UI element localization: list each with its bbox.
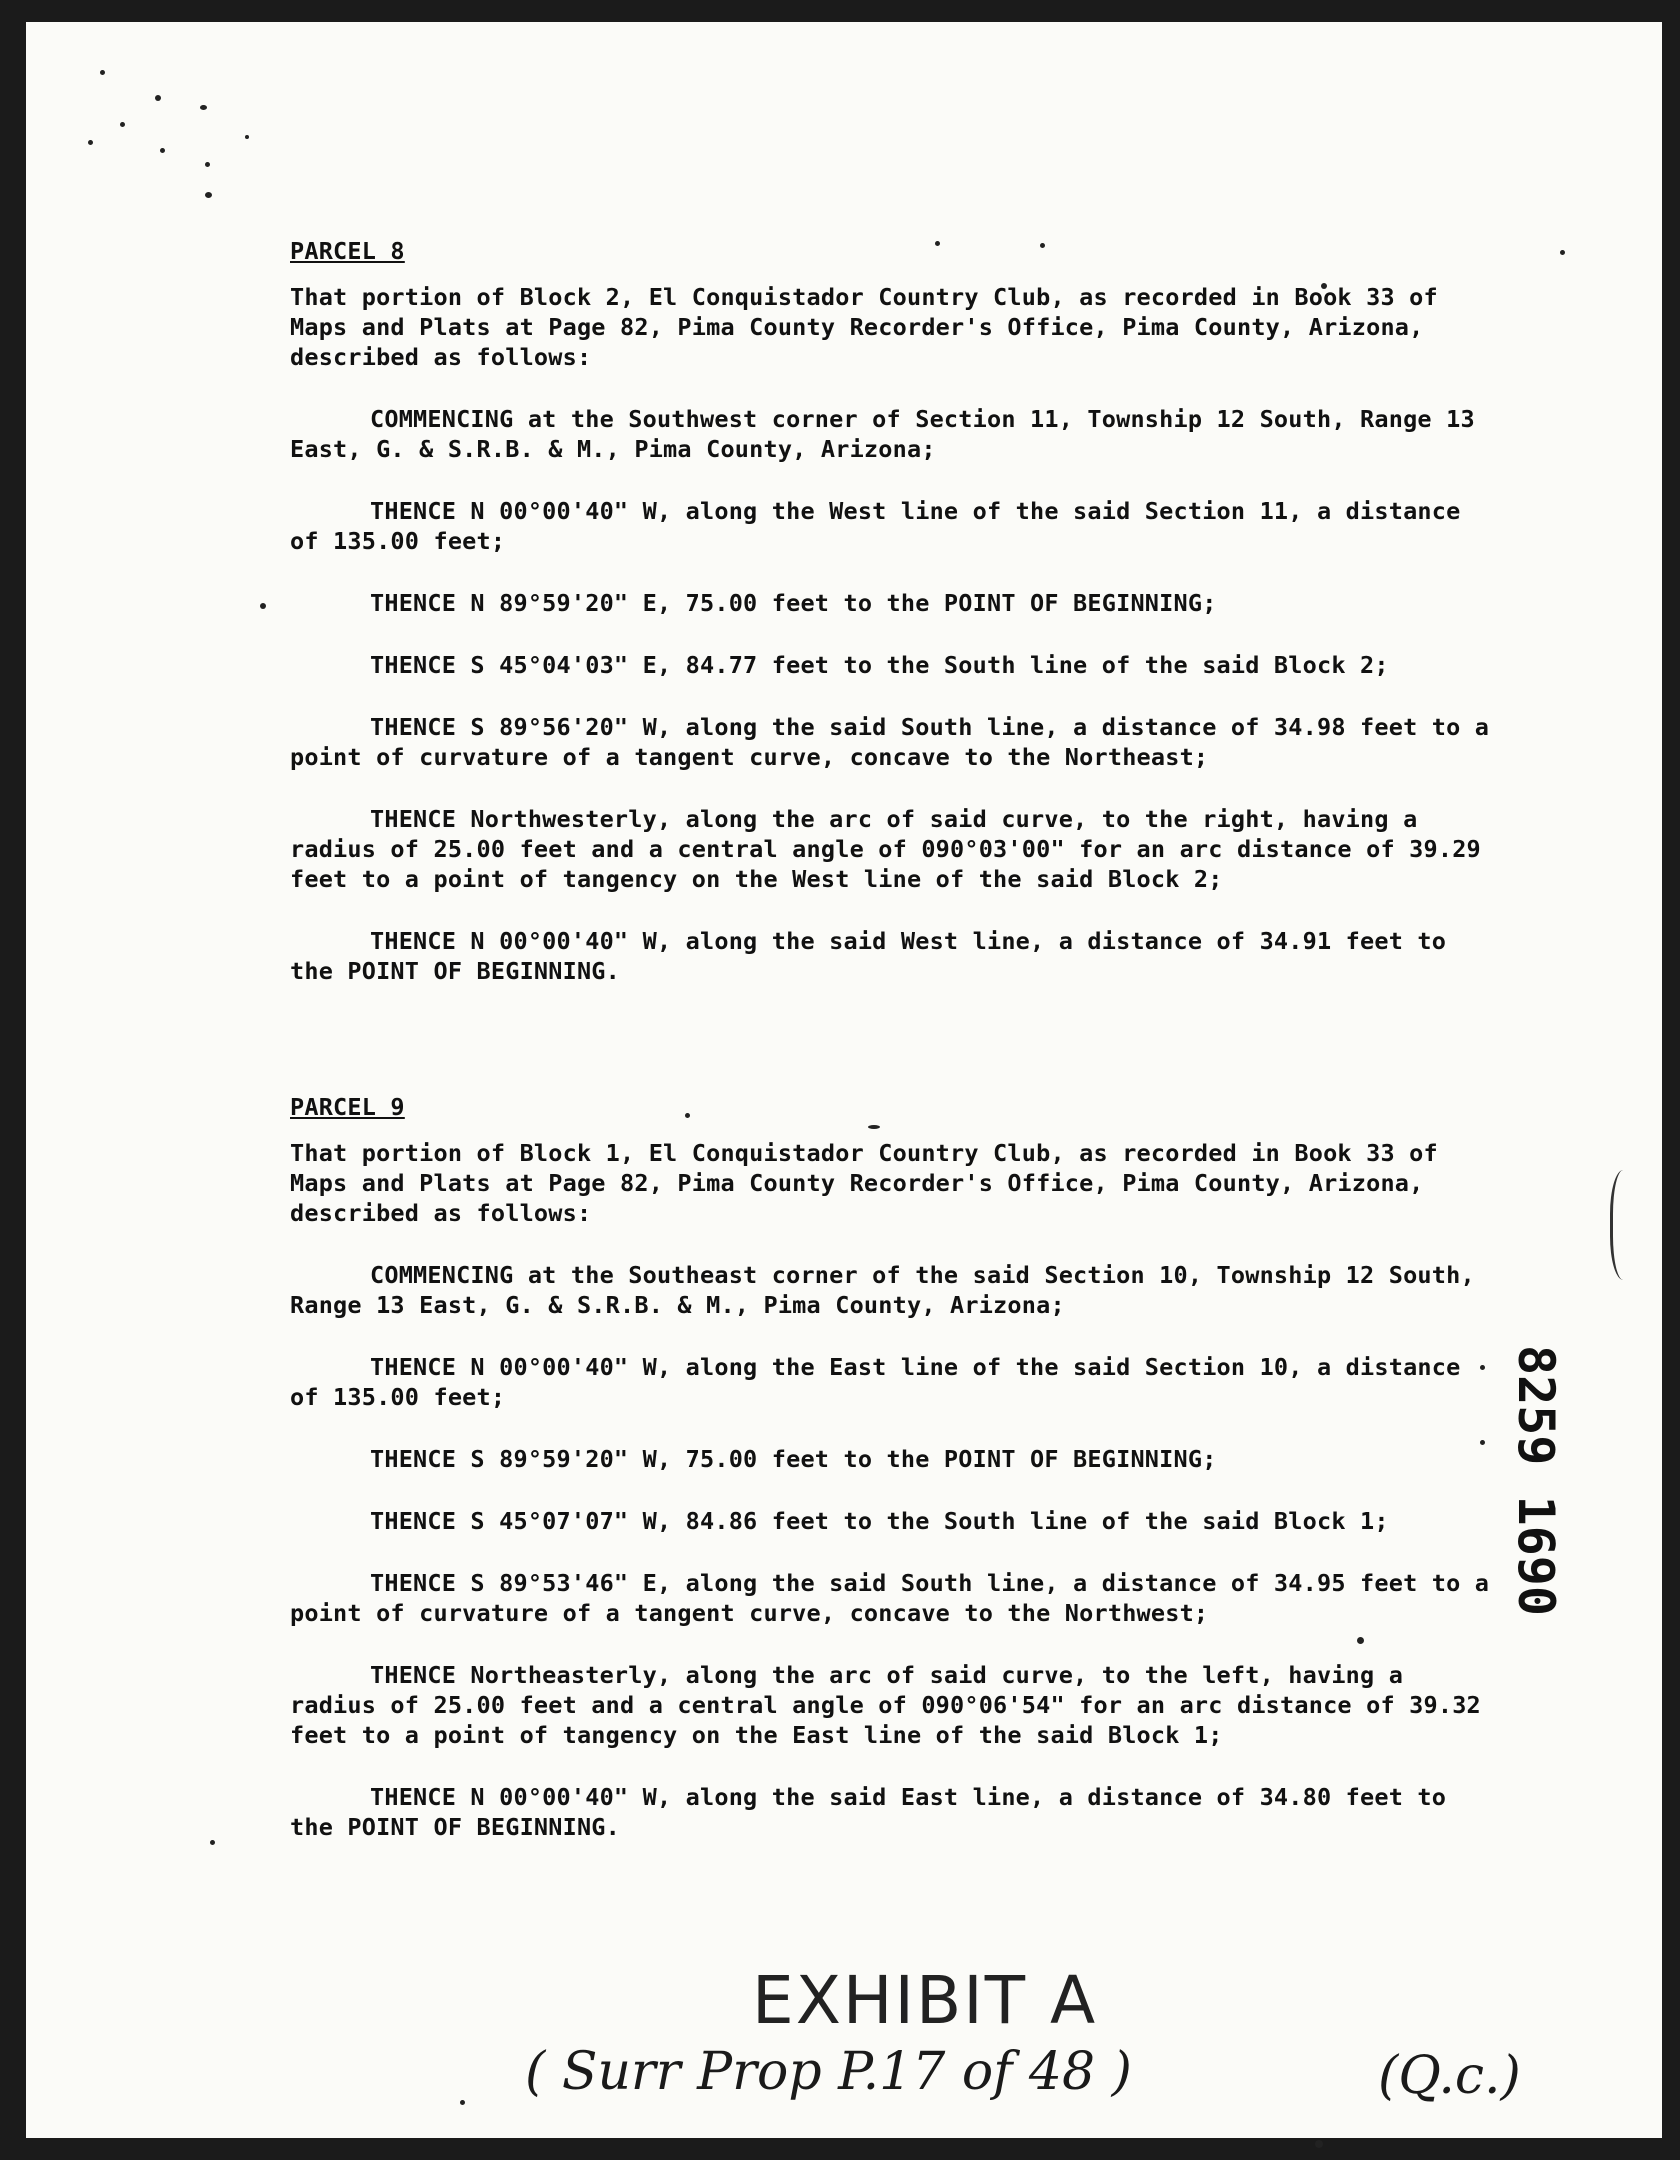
- handwritten-initials: (Q.c.): [1378, 2046, 1521, 2106]
- parcel-9-course-6: THENCE N 00°00'40" W, along the said East line, a distance of 34.80 feet to the POINT OF BEGINNING.: [290, 1783, 1447, 1841]
- scan-speck: [1315, 2140, 1323, 2148]
- scan-speck: [155, 95, 161, 101]
- scan-speck: [460, 2100, 465, 2105]
- parcel-8-course-2: THENCE N 89°59'20" E, 75.00 feet to the POINT OF BEGINNING;: [370, 589, 1217, 617]
- scan-speck: [88, 140, 93, 145]
- parcel-9-commencing: COMMENCING at the Southeast corner of the said Section 10, Township 12 South, Range 13 East, G. & S.R.B. & M., Pima County, Arizona;: [290, 1261, 1475, 1319]
- scan-speck: [160, 148, 165, 153]
- scan-speck: [260, 603, 266, 609]
- scan-speck: [100, 70, 105, 75]
- parcel-8-course-5: THENCE Northwesterly, along the arc of said curve, to the right, having a radius of 25.00 feet and a central angle of 090°03'00" for an arc distance of 39.29 feet to a point of tangency on the West line of the said Block 2;: [290, 805, 1481, 893]
- scan-speck: [245, 135, 249, 139]
- parcel-9-heading: PARCEL 9: [290, 1093, 405, 1121]
- parcel-8-course-3: THENCE S 45°04'03" E, 84.77 feet to the South line of the said Block 2;: [370, 651, 1389, 679]
- parcel-9-course-2: THENCE S 89°59'20" W, 75.00 feet to the POINT OF BEGINNING;: [370, 1445, 1217, 1473]
- legal-description: [290, 236, 1490, 1842]
- parcel-9-course-1: THENCE N 00°00'40" W, along the East line of the said Section 10, a distance of 135.00 feet;: [290, 1353, 1461, 1411]
- handwritten-page-note: ( Surr Prop P.17 of 48 ): [525, 2042, 1132, 2102]
- parcel-8-course-1: THENCE N 00°00'40" W, along the West line of the said Section 11, a distance of 135.00 feet;: [290, 497, 1461, 555]
- parcel-9-course-3: THENCE S 45°07'07" W, 84.86 feet to the South line of the said Block 1;: [370, 1507, 1389, 1535]
- scan-speck: [1560, 250, 1565, 255]
- parcel-8-course-6: THENCE N 00°00'40" W, along the said West line, a distance of 34.91 feet to the POINT OF BEGINNING.: [290, 927, 1447, 985]
- scan-speck: [210, 1840, 215, 1845]
- scan-speck: [120, 122, 125, 127]
- parcel-8-intro: That portion of Block 2, El Conquistador Country Club, as recorded in Book 33 of Maps and Plats at Page 82, Pima County Recorder's Office, Pima County, Arizona, described as follows:: [290, 283, 1438, 371]
- margin-record-number: 8259 1690: [1507, 1345, 1565, 1616]
- parcel-9-course-5: THENCE Northeasterly, along the arc of said curve, to the left, having a radius of 25.00 feet and a central angle of 090°06'54" for an arc distance of 39.32 feet to a point of tangency on the East line of the said Block 1;: [290, 1661, 1481, 1749]
- parcel-8-course-4: THENCE S 89°56'20" W, along the said South line, a distance of 34.98 feet to a point of curvature of a tangent curve, concave to the Northeast;: [290, 713, 1490, 771]
- exhibit-stamp: EXHIBIT A: [752, 1962, 1098, 2039]
- parcel-8-heading: PARCEL 8: [290, 237, 405, 265]
- margin-bracket-mark: [1610, 1170, 1643, 1280]
- scan-speck: [200, 105, 207, 110]
- parcel-8-commencing: COMMENCING at the Southwest corner of Section 11, Township 12 South, Range 13 East, G. & S.R.B. & M., Pima County, Arizona;: [290, 405, 1475, 463]
- parcel-9-course-4: THENCE S 89°53'46" E, along the said South line, a distance of 34.95 feet to a point of curvature of a tangent curve, concave to the Northwest;: [290, 1569, 1490, 1627]
- scan-speck: [205, 192, 212, 198]
- scan-speck: [205, 162, 210, 167]
- parcel-9-intro: That portion of Block 1, El Conquistador Country Club, as recorded in Book 33 of Maps and Plats at Page 82, Pima County Recorder's Office, Pima County, Arizona, described as follows:: [290, 1139, 1438, 1227]
